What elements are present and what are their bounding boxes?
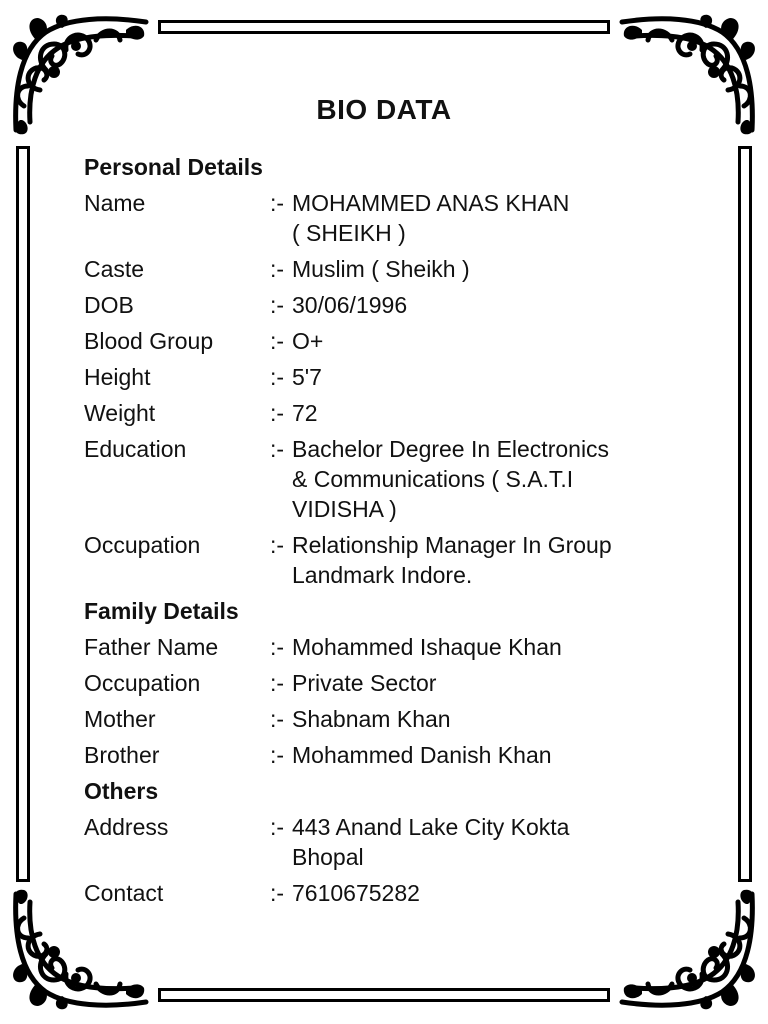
- detail-row-address: [84, 812, 684, 872]
- detail-row-height: [84, 362, 684, 392]
- row-label: Name: [84, 190, 146, 216]
- frame-left-bar: [16, 146, 30, 882]
- detail-row-dob: [84, 290, 684, 320]
- row-value: Bachelor Degree In Electronics & Communications ( S.A.T.I VIDISHA ): [292, 436, 610, 522]
- row-label: Mother: [84, 706, 156, 732]
- row-label: Address: [84, 814, 169, 840]
- detail-row-brother: [84, 740, 684, 770]
- detail-row-caste: [84, 254, 684, 284]
- frame-right-bar: [738, 146, 752, 882]
- row-value: MOHAMMED ANAS KHAN ( SHEIKH ): [292, 190, 570, 246]
- row-separator: :-: [270, 706, 285, 732]
- row-label: Father Name: [84, 634, 219, 660]
- row-value: O+: [292, 328, 324, 354]
- row-separator: :-: [270, 670, 285, 696]
- detail-row-father-occupation: [84, 668, 684, 698]
- row-value: Muslim ( Sheikh ): [292, 256, 470, 282]
- row-separator: :-: [270, 292, 285, 318]
- row-separator: :-: [270, 328, 285, 354]
- row-label: Blood Group: [84, 328, 214, 354]
- row-value: 30/06/1996: [292, 292, 408, 318]
- detail-row-contact: [84, 878, 684, 908]
- row-value: Relationship Manager In Group Landmark Indore.: [292, 532, 612, 588]
- row-label: Weight: [84, 400, 156, 426]
- row-label: Contact: [84, 880, 164, 906]
- row-separator: :-: [270, 256, 285, 282]
- detail-row-blood-group: [84, 326, 684, 356]
- detail-row-education: [84, 434, 684, 524]
- detail-row-occupation: [84, 530, 684, 590]
- row-value: 7610675282: [292, 880, 420, 906]
- row-label: Occupation: [84, 532, 201, 558]
- row-separator: :-: [270, 364, 285, 390]
- row-separator: :-: [270, 814, 285, 840]
- row-value: Mohammed Ishaque Khan: [292, 634, 562, 660]
- detail-row-weight: [84, 398, 684, 428]
- frame-bottom-bar: [158, 988, 610, 1002]
- frame-top-bar: [158, 20, 610, 34]
- detail-row-mother: [84, 704, 684, 734]
- row-separator: :-: [270, 400, 285, 426]
- row-label: Occupation: [84, 670, 201, 696]
- row-label: DOB: [84, 292, 134, 318]
- row-separator: :-: [270, 436, 285, 462]
- row-value: Shabnam Khan: [292, 706, 451, 732]
- row-separator: :-: [270, 880, 285, 906]
- row-value: 443 Anand Lake City Kokta Bhopal: [292, 814, 570, 870]
- row-label: Height: [84, 364, 151, 390]
- section-personal-details: [84, 152, 684, 590]
- row-label: Caste: [84, 256, 145, 282]
- row-separator: :-: [270, 532, 285, 558]
- row-label: Education: [84, 436, 187, 462]
- detail-row-name: [84, 188, 684, 248]
- row-value: 5'7: [292, 364, 322, 390]
- section-others: [84, 776, 684, 908]
- detail-row-father-name: [84, 632, 684, 662]
- row-separator: :-: [270, 634, 285, 660]
- row-value: Mohammed Danish Khan: [292, 742, 552, 768]
- section-heading: Others: [84, 778, 159, 804]
- section-heading: Personal Details: [84, 154, 263, 180]
- section-heading: Family Details: [84, 598, 239, 624]
- page-title: BIO DATA: [316, 94, 452, 125]
- row-separator: :-: [270, 190, 285, 216]
- biodata-content: [84, 146, 684, 914]
- row-value: 72: [292, 400, 318, 426]
- row-label: Brother: [84, 742, 160, 768]
- row-separator: :-: [270, 742, 285, 768]
- section-family-details: [84, 596, 684, 770]
- row-value: Private Sector: [292, 670, 437, 696]
